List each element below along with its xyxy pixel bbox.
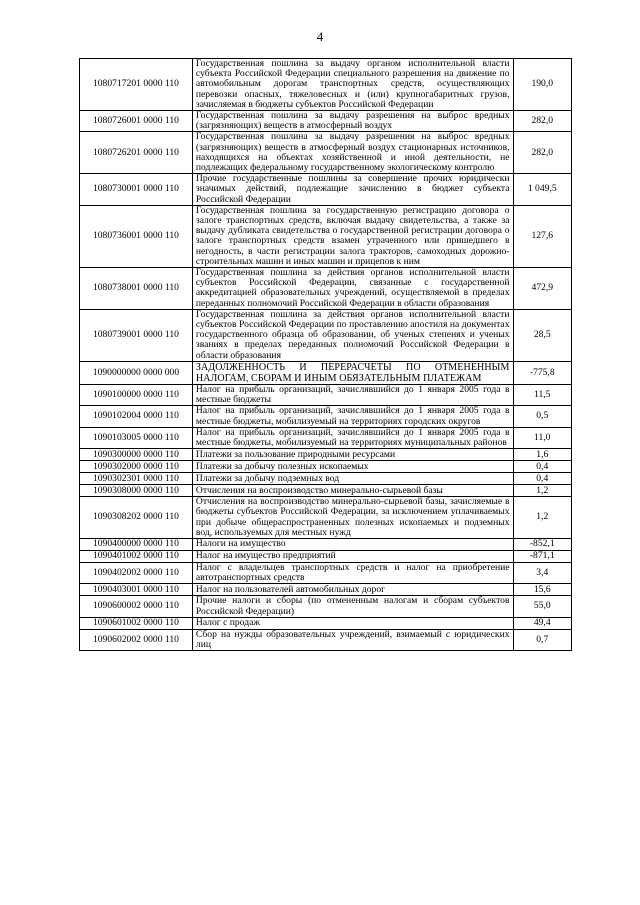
budget-code-cell: 1090302000 0000 110 <box>80 461 193 473</box>
revenue-name-cell: Налог на прибыль организаций, зачислявшийся до 1 января 2005 года в местные бюджеты <box>192 384 513 405</box>
revenue-name-cell: Налог на имущество предприятий <box>192 550 513 562</box>
budget-code-cell: 1090403001 0000 110 <box>80 584 193 596</box>
budget-code-cell: 1090308202 0000 110 <box>80 497 193 539</box>
budget-code-cell: 1090300000 0000 110 <box>80 449 193 461</box>
table-row <box>80 132 572 174</box>
budget-code-cell: 1090103005 0000 110 <box>80 427 193 448</box>
revenue-name-cell: Налоги на имущество <box>192 538 513 550</box>
table-row <box>80 617 572 629</box>
amount-cell: -775,8 <box>513 361 572 384</box>
table-row <box>80 406 572 427</box>
revenue-name-cell: Прочие государственные пошлины за совершение прочих юридически значимых действий, подлежащие зачислению в бюджет субъекта Российской Федерации <box>192 174 513 206</box>
amount-cell: 3,4 <box>513 562 572 583</box>
revenue-name-cell: Прочие налоги и сборы (по отмененным налогам и сборам субъектов Российской Федерации) <box>192 596 513 617</box>
revenue-name-cell: Платежи за добычу подземных вод <box>192 473 513 485</box>
table-row <box>80 268 572 310</box>
revenue-name-cell: Государственная пошлина за выдачу разрешения на выброс вредных (загрязняющих) веществ в атмосферный воздух стационарных источников, находящихся на объектах хозяйственной и иной деятельности, не подлежащих федеральному государственному экологическому контролю <box>192 132 513 174</box>
budget-code-cell: 1080717201 0000 110 <box>80 59 193 111</box>
table-row <box>80 205 572 267</box>
table-row <box>80 497 572 539</box>
budget-code-cell: 1090402002 0000 110 <box>80 562 193 583</box>
revenue-name-cell: Платежи за добычу полезных ископаемых <box>192 461 513 473</box>
amount-cell: 472,9 <box>513 268 572 310</box>
budget-code-cell: 1090000000 0000 000 <box>80 361 193 384</box>
budget-code-cell: 1090602002 0000 110 <box>80 629 193 650</box>
amount-cell: -852,1 <box>513 538 572 550</box>
page-number: 4 <box>316 29 324 44</box>
budget-code-cell: 1090600002 0000 110 <box>80 596 193 617</box>
table-row <box>80 449 572 461</box>
revenue-name-cell: Налог с продаж <box>192 617 513 629</box>
budget-code-cell: 1080726001 0000 110 <box>80 111 193 132</box>
revenue-name-cell: Отчисления на воспроизводство минерально-сырьевой базы <box>192 485 513 497</box>
revenue-name-cell: Сбор на нужды образовательных учреждений, взимаемый с юридических лиц <box>192 629 513 650</box>
table-row <box>80 59 572 111</box>
amount-cell: 0,7 <box>513 629 572 650</box>
revenue-name-cell: Государственная пошлина за действия органов исполнительной власти субъектов Российской Федерации по проставлению апостиля на документах государственного образца об образовании, об ученых степенях и ученых званиях в пределах переданных полномочий Российской Федерации в области образования <box>192 309 513 361</box>
table-row <box>80 538 572 550</box>
amount-cell: 1,2 <box>513 485 572 497</box>
budget-code-cell: 1090102004 0000 110 <box>80 406 193 427</box>
table-row <box>80 361 572 384</box>
budget-code-cell: 1080739001 0000 110 <box>80 309 193 361</box>
revenue-name-cell: Государственная пошлина за выдачу разрешения на выброс вредных (загрязняющих) веществ в атмосферный воздух <box>192 111 513 132</box>
revenue-name-cell: Платежи за пользование природными ресурсами <box>192 449 513 461</box>
amount-cell: 282,0 <box>513 132 572 174</box>
revenue-name-cell: Налог с владельцев транспортных средств и налог на приобретение автотранспортных средств <box>192 562 513 583</box>
table-row <box>80 550 572 562</box>
revenue-name-cell: Налог на пользователей автомобильных дорог <box>192 584 513 596</box>
amount-cell: 15,6 <box>513 584 572 596</box>
amount-cell: 0,4 <box>513 473 572 485</box>
amount-cell: 49,4 <box>513 617 572 629</box>
amount-cell: 190,0 <box>513 59 572 111</box>
amount-cell: 55,0 <box>513 596 572 617</box>
table-row <box>80 309 572 361</box>
amount-cell: 1,2 <box>513 497 572 539</box>
amount-cell: 1 049,5 <box>513 174 572 206</box>
table-row <box>80 629 572 650</box>
budget-code-cell: 1080730001 0000 110 <box>80 174 193 206</box>
budget-code-cell: 1090302301 0000 110 <box>80 473 193 485</box>
table-row <box>80 562 572 583</box>
budget-code-cell: 1090401002 0000 110 <box>80 550 193 562</box>
table-row <box>80 473 572 485</box>
amount-cell: 1,6 <box>513 449 572 461</box>
budget-code-cell: 1090100000 0000 110 <box>80 384 193 405</box>
revenue-name-cell: ЗАДОЛЖЕННОСТЬ И ПЕРЕРАСЧЕТЫ ПО ОТМЕНЕННЫМ НАЛОГАМ, СБОРАМ И ИНЫМ ОБЯЗАТЕЛЬНЫМ ПЛАТЕЖАМ <box>192 361 513 384</box>
revenue-name-cell: Государственная пошлина за действия органов исполнительной власти субъектов Российской Федерации, связанные с государственной аккредитацией образовательных учреждений, осуществляемой в пределах переданных полномочий Российской Федерации в области образования <box>192 268 513 310</box>
budget-code-cell: 1090400000 0000 110 <box>80 538 193 550</box>
amount-cell: -871,1 <box>513 550 572 562</box>
budget-code-cell: 1090601002 0000 110 <box>80 617 193 629</box>
table-row <box>80 461 572 473</box>
budget-code-cell: 1080726201 0000 110 <box>80 132 193 174</box>
amount-cell: 0,4 <box>513 461 572 473</box>
table-row <box>80 596 572 617</box>
revenue-name-cell: Налог на прибыль организаций, зачислявшийся до 1 января 2005 года в местные бюджеты, мобилизуемый на территориях городских округов <box>192 406 513 427</box>
budget-code-cell: 1080738001 0000 110 <box>80 268 193 310</box>
table-row <box>80 111 572 132</box>
amount-cell: 28,5 <box>513 309 572 361</box>
table-row <box>80 584 572 596</box>
table-row <box>80 384 572 405</box>
table-row <box>80 427 572 448</box>
table-row <box>80 485 572 497</box>
revenue-name-cell: Государственная пошлина за государственную регистрацию договора о залоге транспортных средств, включая выдачу свидетельства, а также за выдачу дубликата свидетельства о государственной регистрации договора о залоге транспортных средств взамен утраченного или пришедшего в негодность, в части регистрации залога тракторов, самоходных дорожно-строительных машин и иных машин и прицепов к ним <box>192 205 513 267</box>
amount-cell: 282,0 <box>513 111 572 132</box>
amount-cell: 11,0 <box>513 427 572 448</box>
revenue-name-cell: Государственная пошлина за выдачу органом исполнительной власти субъекта Российской Федерации специального разрешения на движение по автомобильным дорогам транспортных средств, осуществляющих перевозки опасных, тяжеловесных и (или) крупногабаритных грузов, зачисляемая в бюджеты субъектов Российской Федерации <box>192 59 513 111</box>
amount-cell: 11,5 <box>513 384 572 405</box>
table-row <box>80 174 572 206</box>
budget-revenue-table <box>79 58 572 651</box>
amount-cell: 127,6 <box>513 205 572 267</box>
revenue-name-cell: Налог на прибыль организаций, зачислявшийся до 1 января 2005 года в местные бюджеты, мобилизуемый на территориях муниципальных районов <box>192 427 513 448</box>
revenue-name-cell: Отчисления на воспроизводство минерально-сырьевой базы, зачисляемые в бюджеты субъектов Российской Федерации, за исключением уплачиваемых при добыче общераспространенных полезных ископаемых и подземных вод, используемых для местных нужд <box>192 497 513 539</box>
budget-code-cell: 1090308000 0000 110 <box>80 485 193 497</box>
amount-cell: 0,5 <box>513 406 572 427</box>
budget-code-cell: 1080736001 0000 110 <box>80 205 193 267</box>
